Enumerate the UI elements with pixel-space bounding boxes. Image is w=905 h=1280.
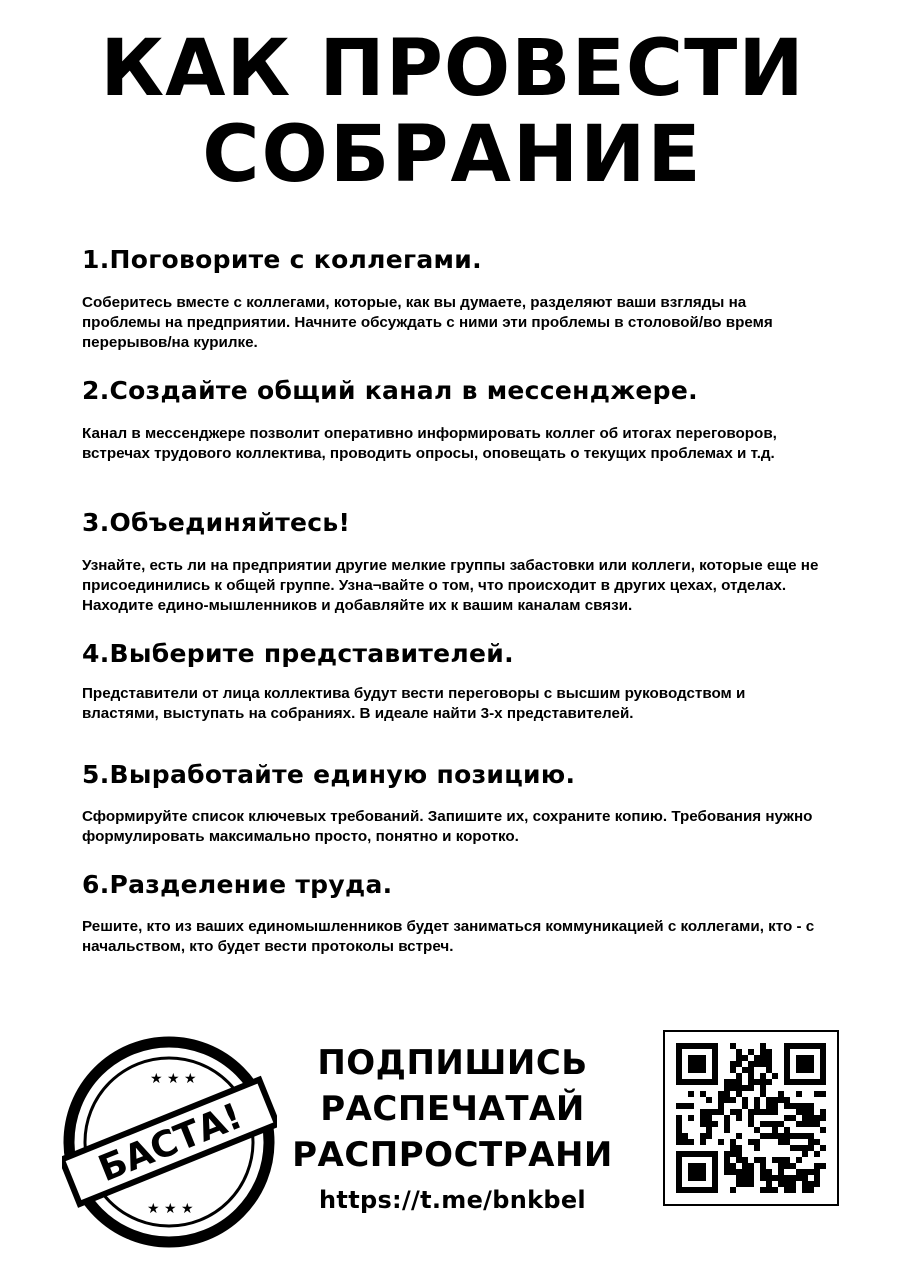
svg-text:★ ★ ★: ★ ★ ★ bbox=[147, 1201, 194, 1217]
section-heading: 5.Выработайте единую позицию. bbox=[82, 760, 576, 789]
section-2 bbox=[82, 376, 822, 464]
cta-subscribe: ПОДПИШИСЬ bbox=[317, 1043, 588, 1083]
stamp-text: БАСТА! bbox=[93, 1095, 248, 1191]
title-line-1: КАК ПРОВЕСТИ bbox=[100, 24, 805, 114]
section-body: Канал в мессенджере позволит оперативно информировать коллег об итогах переговоров, встречах трудового коллектива, проводить опросы, оповещать о текущих проблемах и т.д. bbox=[82, 425, 777, 462]
section-3 bbox=[82, 508, 822, 616]
title-line-2: СОБРАНИЕ bbox=[202, 110, 703, 200]
cta-print: РАСПЕЧАТАЙ bbox=[320, 1089, 585, 1129]
section-body: Соберитесь вместе с коллегами, которые, как вы думаете, разделяют ваши взгляды на проблемы на предприятии. Начните обсуждать с ними эти проблемы в столовой/во время перерывов/на курилке. bbox=[82, 294, 773, 351]
section-heading: 6.Разделение труда. bbox=[82, 870, 393, 899]
section-1 bbox=[82, 245, 822, 353]
telegram-link[interactable]: https://t.me/bnkbel bbox=[319, 1186, 586, 1214]
section-body: Представители от лица коллектива будут вести переговоры с высшим руководством и властями, выступать на собраниях. В идеале найти 3-х представителей. bbox=[82, 685, 746, 722]
section-heading: 2.Создайте общий канал в мессенджере. bbox=[82, 376, 698, 405]
section-heading: 3.Объединяйтесь! bbox=[82, 508, 351, 537]
call-to-action bbox=[280, 1040, 625, 1214]
section-4 bbox=[82, 639, 822, 724]
section-body: Сформируйте список ключевых требований. Запишите их, сохраните копию. Требования нужно формулировать максимально просто, понятно и коротко. bbox=[82, 808, 813, 845]
section-heading: 4.Выберите представителей. bbox=[82, 639, 514, 668]
page-title bbox=[0, 24, 905, 200]
section-body: Решите, кто из ваших единомышленников будет заниматься коммуникацией с коллегами, кто - с начальством, кто будет вести протоколы встреч. bbox=[82, 918, 815, 955]
basta-stamp-logo bbox=[62, 1035, 277, 1250]
cta-spread: РАСПРОСТРАНИ bbox=[292, 1135, 613, 1175]
section-5 bbox=[82, 760, 822, 847]
section-heading: 1.Поговорите с коллегами. bbox=[82, 245, 482, 274]
qr-code-graphic bbox=[665, 1032, 837, 1204]
svg-text:★ ★ ★: ★ ★ ★ bbox=[150, 1071, 197, 1087]
section-body: Узнайте, есть ли на предприятии другие мелкие группы забастовки или коллеги, которые еще не присоединились к общей группе. Узна¬вайте о том, что происходит в других цехах, отделах. Находите едино-мышленников и добавляйте их к вашим каналам связи. bbox=[82, 557, 819, 614]
section-6 bbox=[82, 870, 822, 957]
qr-code-icon[interactable] bbox=[663, 1030, 839, 1206]
